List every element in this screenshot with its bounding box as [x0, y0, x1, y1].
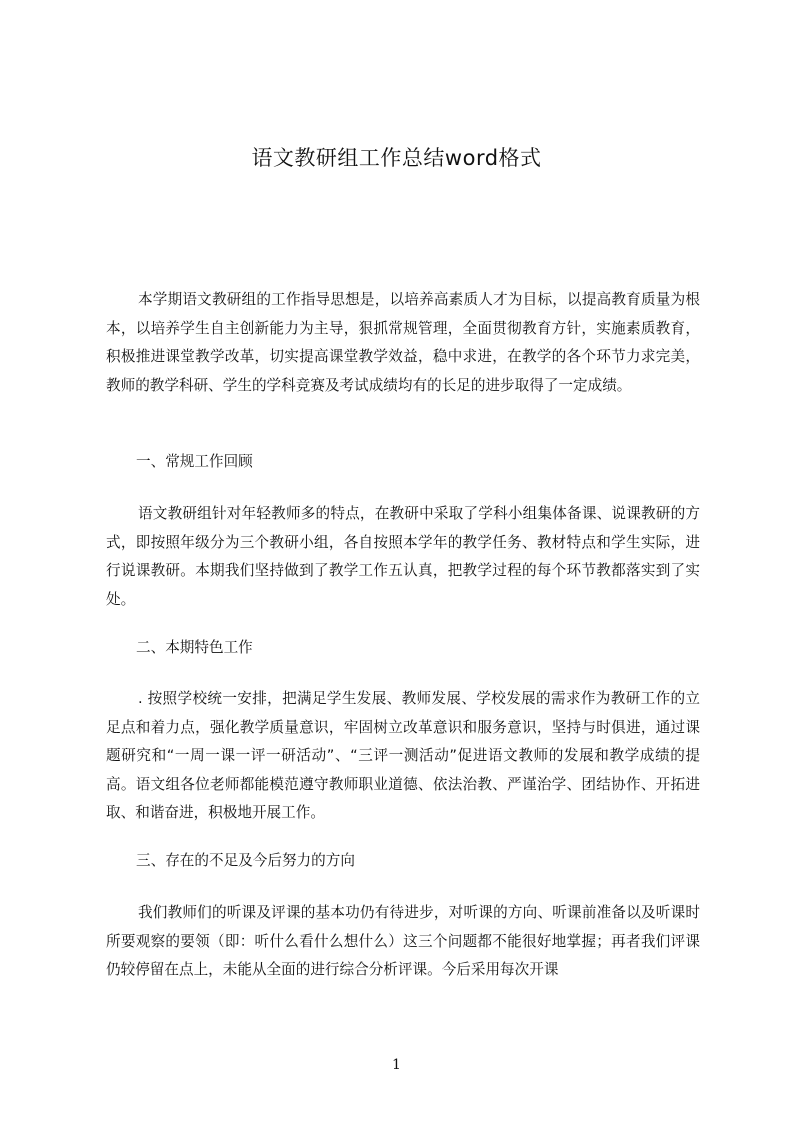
section-2-paragraph: . 按照学校统一安排，把满足学生发展、教师发展、学校发展的需求作为教研工作的立足点和着力点，强化教学质量意识，牢固树立改革意识和服务意识，坚持与时俱进，通过课题研究和“一周一课一评一研活动”、“三评一测活动”促进语文教师的发展和教学成绩的提高。语文组各位老师都能模范遵守教师职业道德、依法治教、严谨治学、团结协作、开拓进取、和谐奋进，积极地开展工作。: [106, 690, 700, 821]
section-1-paragraph: 语文教研组针对年轻教师多的特点，在教研中采取了学科小组集体备课、说课教研的方式，即按照年级分为三个教研小组，各自按照本学年的教学任务、教材特点和学生实际，进行说课教研。本期我们坚持做到了教学工作五认真，把教学过程的每个环节教都落实到了实处。: [106, 505, 700, 608]
section-heading-1: 一、常规工作回顾: [136, 453, 253, 470]
section-heading-2: 二、本期特色工作: [136, 639, 253, 656]
section-3-paragraph: 我们教师们的听课及评课的基本功仍有待进步，对听课的方向、听课前准备以及听课时所要观察的要领（即：听什么看什么想什么）这三个问题都不能很好地掌握；再者我们评课仍较停留在点上，未能从全面的进行综合分析评课。今后采用每次开课: [106, 904, 700, 978]
section-heading-3: 三、存在的不足及今后努力的方向: [136, 852, 355, 869]
document-title: 语文教研组工作总结word格式: [251, 146, 542, 170]
page-number: 1: [392, 1057, 401, 1073]
intro-paragraph: 本学期语文教研组的工作指导思想是，以培养高素质人才为目标，以提高教育质量为根本，以培养学生自主创新能力为主导，狠抓常规管理，全面贯彻教育方针，实施素质教育，积极推进课堂教学改革，切实提高课堂教学效益，稳中求进，在教学的各个环节力求完美，教师的教学科研、学生的学科竞赛及考试成绩均有的长足的进步取得了一定成绩。: [106, 291, 700, 394]
